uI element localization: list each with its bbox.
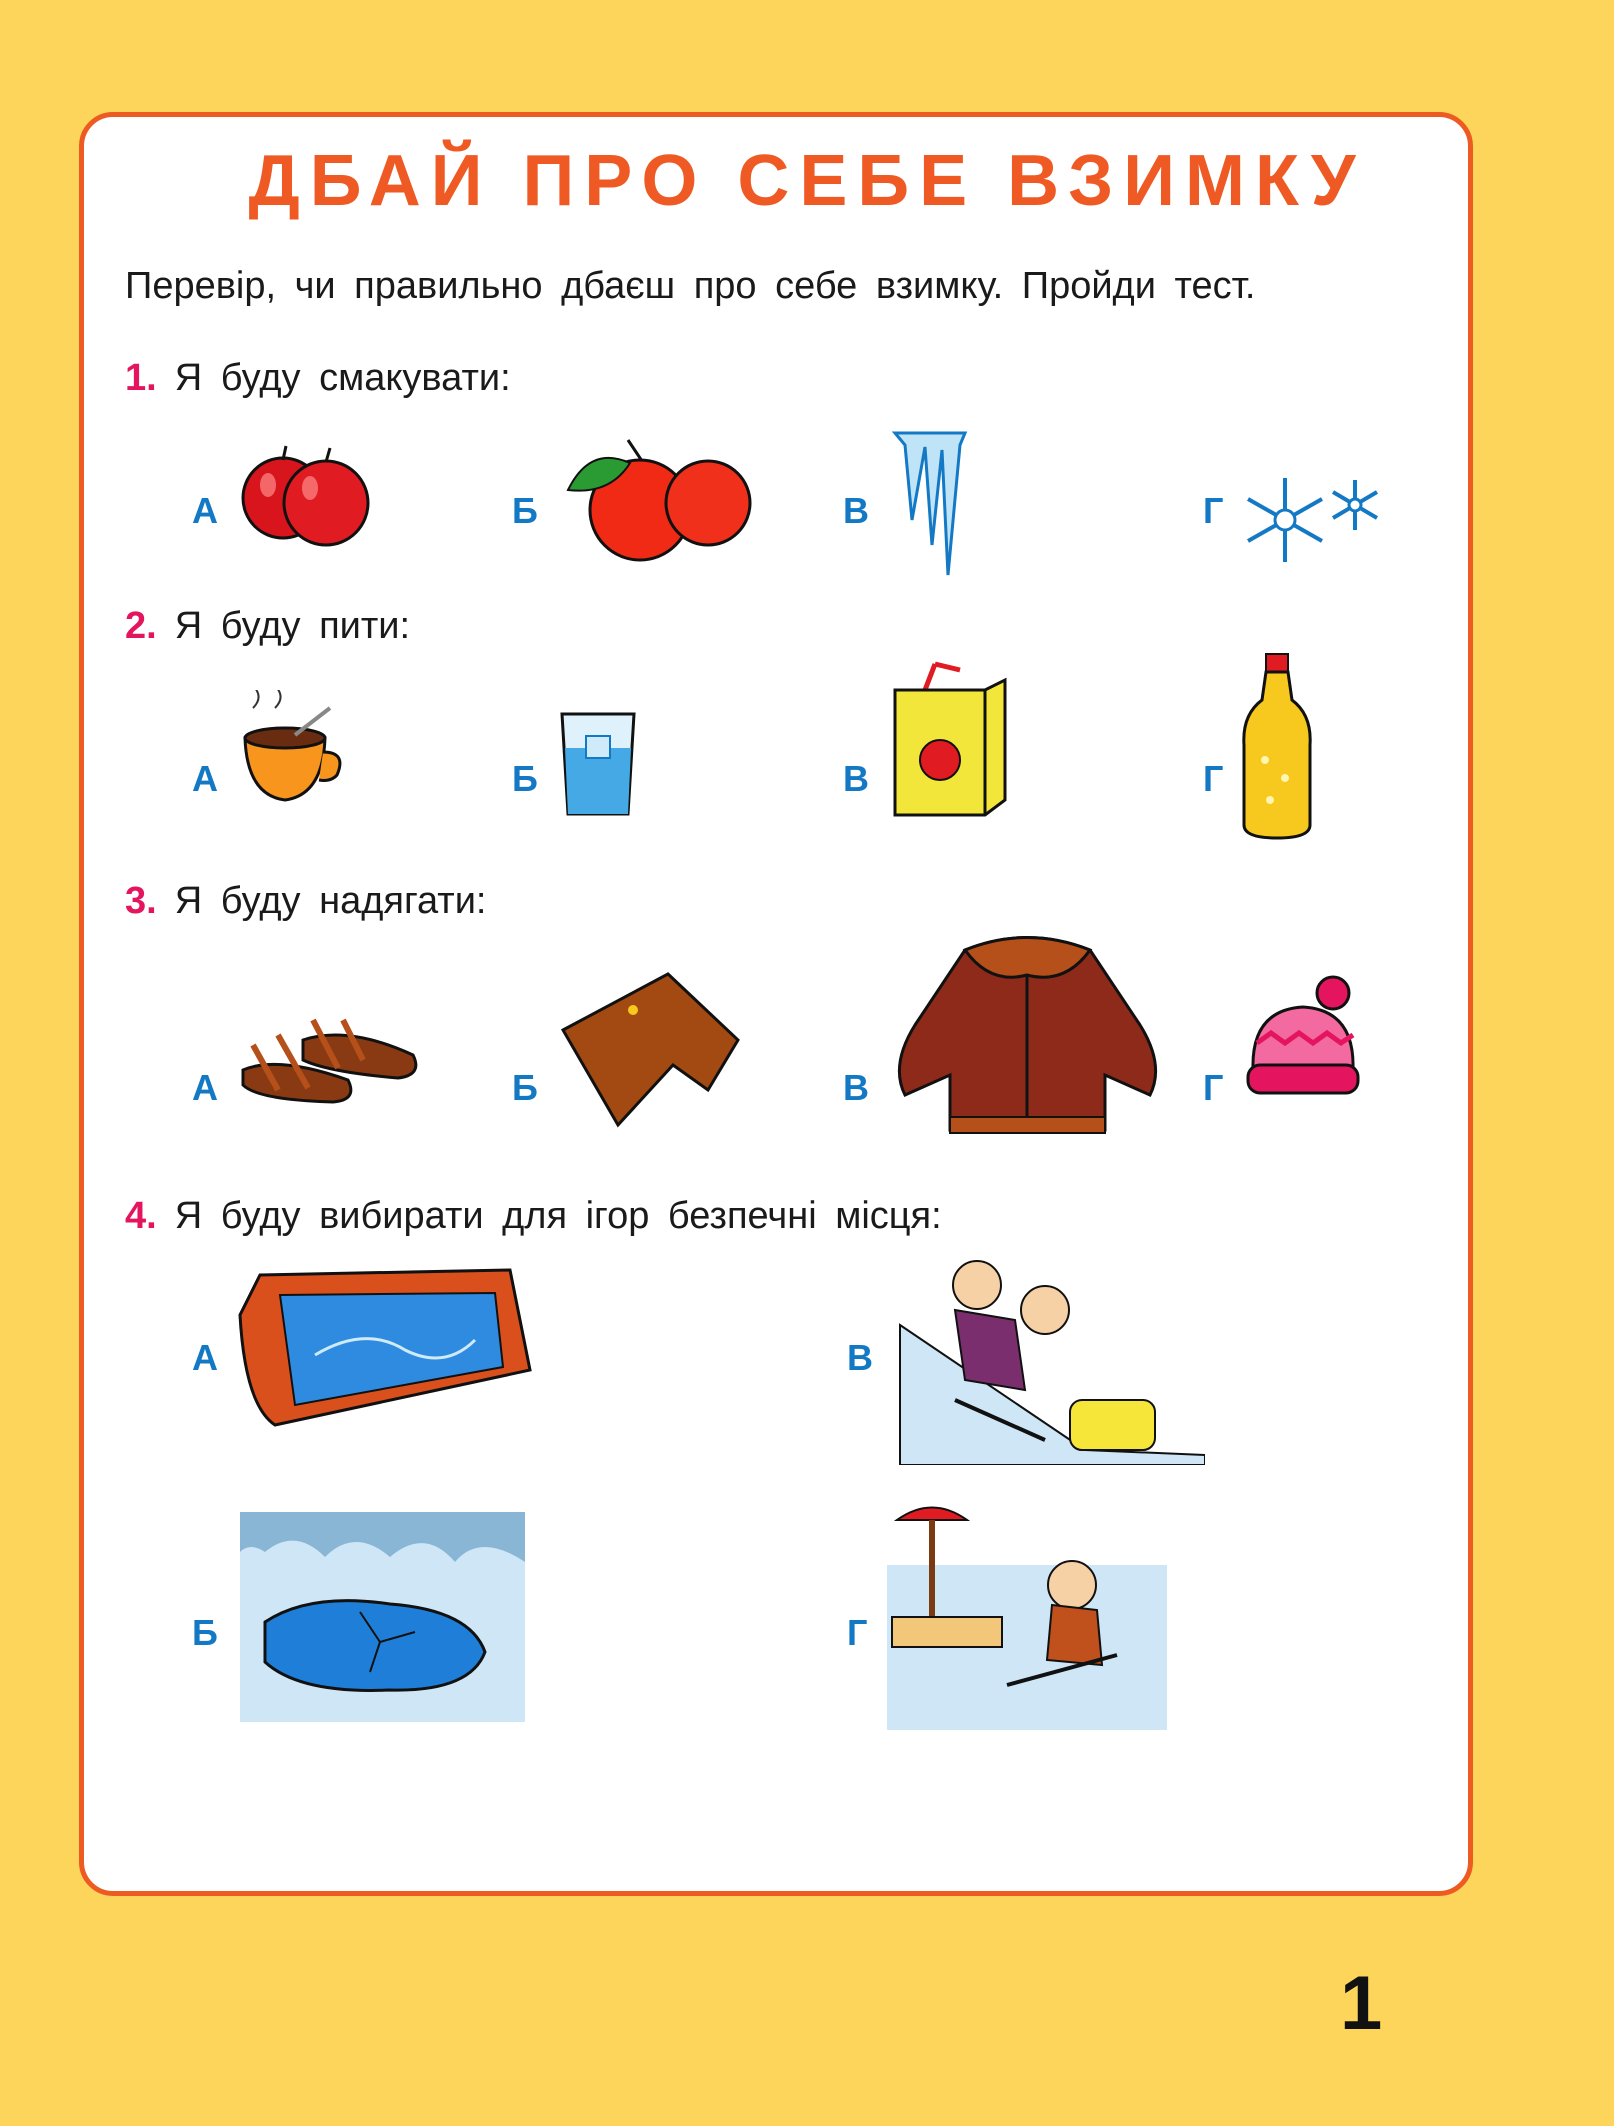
option-4b-letter[interactable]: Б bbox=[192, 1612, 218, 1653]
question-text: Я буду надягати: bbox=[174, 880, 487, 922]
question-text: Я буду смакувати: bbox=[174, 357, 511, 399]
sledding-safe-hill-image[interactable] bbox=[887, 1505, 1167, 1730]
apples-image[interactable] bbox=[238, 440, 378, 550]
oranges-image[interactable] bbox=[560, 435, 760, 565]
option-4d-letter[interactable]: Г bbox=[847, 1612, 868, 1653]
page-number: 1 bbox=[1340, 1961, 1383, 2046]
option-3c-letter[interactable]: В bbox=[843, 1067, 869, 1108]
question-2 bbox=[125, 605, 410, 648]
snowflakes-image[interactable] bbox=[1240, 470, 1390, 570]
option-1d-letter[interactable]: Г bbox=[1203, 490, 1224, 531]
sandals-image[interactable] bbox=[238, 1000, 423, 1105]
sledding-near-road-image[interactable] bbox=[895, 1250, 1205, 1465]
knit-hat-image[interactable] bbox=[1243, 975, 1363, 1100]
option-1a-letter[interactable]: А bbox=[192, 490, 218, 531]
option-2c-letter[interactable]: В bbox=[843, 758, 869, 799]
option-4a-letter[interactable]: А bbox=[192, 1337, 218, 1378]
question-3 bbox=[125, 880, 486, 923]
question-1 bbox=[125, 357, 511, 400]
option-1c-letter[interactable]: В bbox=[843, 490, 869, 531]
question-text: Я буду пити: bbox=[174, 605, 411, 647]
option-2b-letter[interactable]: Б bbox=[512, 758, 538, 799]
option-3a-letter[interactable]: А bbox=[192, 1067, 218, 1108]
option-3d-letter[interactable]: Г bbox=[1203, 1067, 1224, 1108]
frozen-pond-image[interactable] bbox=[240, 1512, 525, 1722]
question-number: 1. bbox=[125, 357, 157, 399]
shorts-image[interactable] bbox=[558, 970, 743, 1130]
skating-rink-image[interactable] bbox=[235, 1255, 535, 1435]
option-4c-letter[interactable]: В bbox=[847, 1337, 873, 1378]
question-number: 2. bbox=[125, 605, 157, 647]
question-number: 3. bbox=[125, 880, 157, 922]
option-2a-letter[interactable]: А bbox=[192, 758, 218, 799]
question-text: Я буду вибирати для ігор безпечні місця: bbox=[174, 1195, 942, 1237]
option-1b-letter[interactable]: Б bbox=[512, 490, 538, 531]
question-4 bbox=[125, 1195, 942, 1238]
glass-of-water-image[interactable] bbox=[558, 710, 638, 820]
option-3b-letter[interactable]: Б bbox=[512, 1067, 538, 1108]
page-title: ДБАЙ ПРО СЕБЕ ВЗИМКУ bbox=[248, 141, 1366, 221]
icicles-image[interactable] bbox=[890, 425, 970, 585]
option-2d-letter[interactable]: Г bbox=[1203, 758, 1224, 799]
tea-cup-image[interactable] bbox=[235, 690, 345, 815]
question-number: 4. bbox=[125, 1195, 157, 1237]
juice-box-image[interactable] bbox=[885, 660, 1010, 820]
intro-text: Перевір, чи правильно дбаєш про себе взимку. Пройди тест. bbox=[125, 265, 1256, 307]
bottle-image[interactable] bbox=[1240, 650, 1315, 842]
winter-coat-image[interactable] bbox=[890, 925, 1165, 1145]
